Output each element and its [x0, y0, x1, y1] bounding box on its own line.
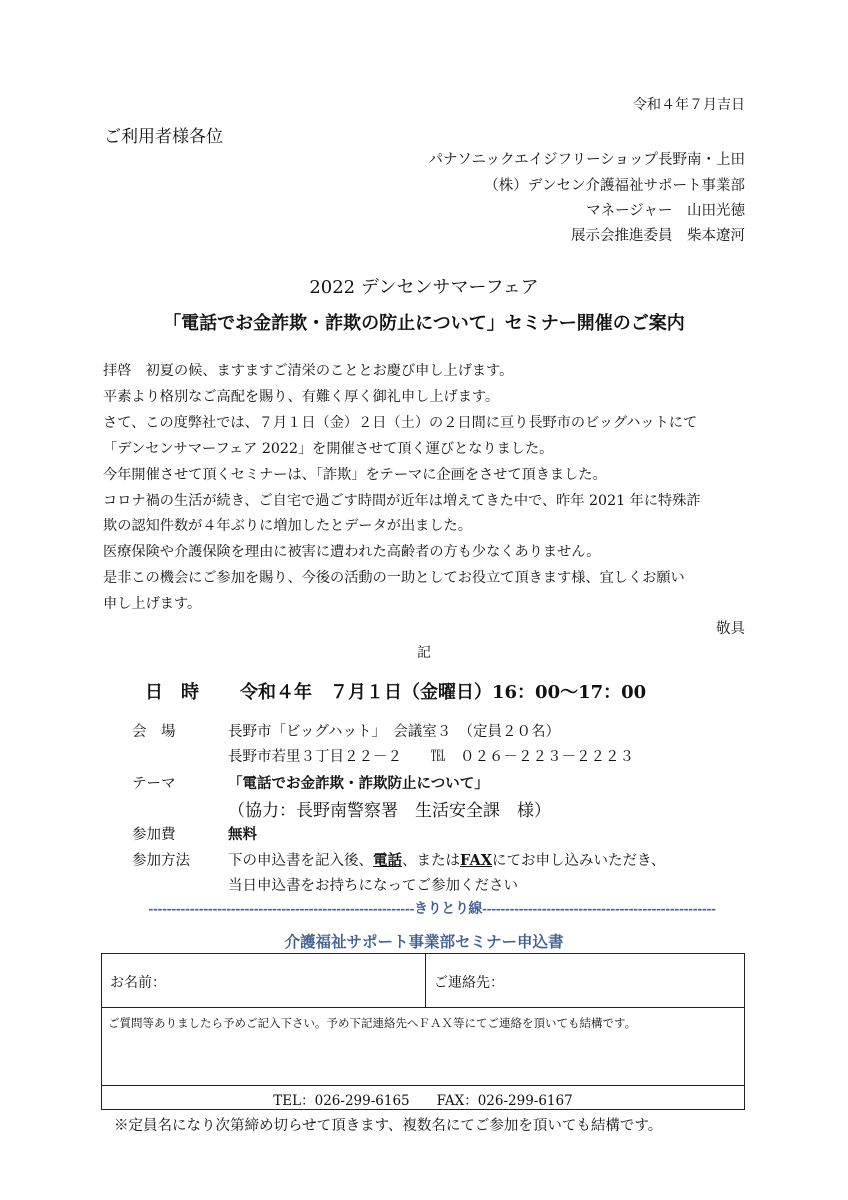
application-form [101, 953, 745, 1110]
cut-line-dashes: --------------------------------------------------- [482, 902, 716, 916]
recipient: ご利用者様各位 [104, 127, 223, 147]
form-divider [425, 954, 426, 1008]
method-line1 [228, 849, 665, 870]
body-line: 是非この機会にご参加を賜り、今後の活動の一助としてお役立て頂きます様、宜しくお願い [103, 570, 685, 586]
body-line: 今年開催させて頂くセミナーは、「詐欺」をテーマに企画をさせて頂きました。 [103, 467, 607, 483]
body-line: 申し上げます。 [103, 596, 202, 612]
method-phone: 電話 [373, 852, 402, 869]
cut-line-label: きりとり線 [414, 901, 483, 917]
contact-label: ご連絡先： [434, 975, 504, 991]
sender-division: （株）デンセン介護福祉サポート事業部 [484, 178, 745, 194]
theme-cooperation: （協力：長野南警察署 生活安全課 様） [228, 801, 551, 821]
name-label: お名前： [110, 975, 166, 991]
method-text: 、または [402, 853, 460, 869]
body-line: 拝啓 初夏の候、ますますご清栄のこととお慶び申し上げます。 [103, 363, 514, 379]
theme-label: テーマ [132, 776, 176, 792]
form-divider [102, 1085, 744, 1086]
form-title: 介護福祉サポート事業部セミナー申込書 [284, 932, 564, 951]
method-label: 参加方法 [132, 853, 190, 869]
body-line: 「デンセンサマーフェア 2022」を開催させて頂く運びとなりました。 [103, 441, 554, 457]
datetime-value: 令和４年 ７月１日（金曜日）16：00～17：00 [240, 682, 647, 703]
document-date: 令和４年７月吉日 [633, 97, 745, 113]
sender-committee: 展示会推進委員 柴本遼河 [571, 228, 745, 244]
sender-manager: マネージャー 山田光徳 [586, 203, 745, 219]
ki-marker: 記 [417, 645, 431, 661]
closing-keigu: 敬具 [716, 621, 745, 637]
sender-company: パナソニックエイジフリーショップ長野南・上田 [428, 152, 745, 168]
fee-value: 無料 [228, 826, 257, 843]
theme-value: 「電話でお金詐欺・詐欺防止について」 [228, 775, 489, 792]
event-title: 2022 デンセンサマーフェア [309, 277, 539, 298]
capacity-note: ※定員名になり次第締め切らせて頂きます、複数名にてご参加を頂いても結構です。 [114, 1118, 663, 1134]
cut-line-dashes: ---------------------------------------------------------- [148, 902, 415, 916]
seminar-title: 「電話でお金詐欺・詐欺の防止について」セミナー開催のご案内 [163, 313, 685, 334]
body-line: 欺の認知件数が４年ぶりに増加したとデータが出ました。 [103, 518, 472, 534]
body-line: 医療保険や介護保険を理由に被害に遭われた高齢者の方も少なくありません。 [103, 544, 601, 560]
body-line: さて、この度弊社では、７月１日（金）２日（土）の２日間に亘り長野市のビッグハットにて [103, 415, 698, 431]
question-label: ご質問等ありましたら予めご記入下さい。予め下記連絡先へＦＡＸ等にてご連絡を頂いても結構です。 [108, 1016, 637, 1030]
cut-line [132, 898, 732, 918]
method-text: 下の申込書を記入後、 [228, 853, 373, 869]
method-line2: 当日申込書をお持ちになってご参加ください [228, 878, 518, 894]
datetime-label: 日 時 [145, 682, 199, 703]
venue-line1: 長野市「ビッグハット」 会議室３ （定員２０名） [228, 724, 561, 740]
fee-label: 参加費 [132, 827, 176, 843]
body-line: 平素より格別なご高配を賜り、有難く厚く御礼申し上げます。 [103, 389, 500, 405]
venue-label: 会 場 [132, 724, 176, 740]
tel-fax: TEL：026-299-6165 FAX：026-299-6167 [273, 1093, 573, 1109]
body-line: コロナ禍の生活が続き、ご自宅で過ごす時間が近年は増えてきた中で、昨年 2021 年に特殊詐 [103, 493, 701, 509]
form-row-name-contact [102, 954, 744, 1008]
venue-line2: 長野市若里３丁目２２－２ ℡ ０２６－２２３－２２２３ [228, 749, 634, 765]
method-fax: FAX [460, 852, 492, 869]
method-text: にてお申し込みいただき、 [491, 853, 666, 869]
